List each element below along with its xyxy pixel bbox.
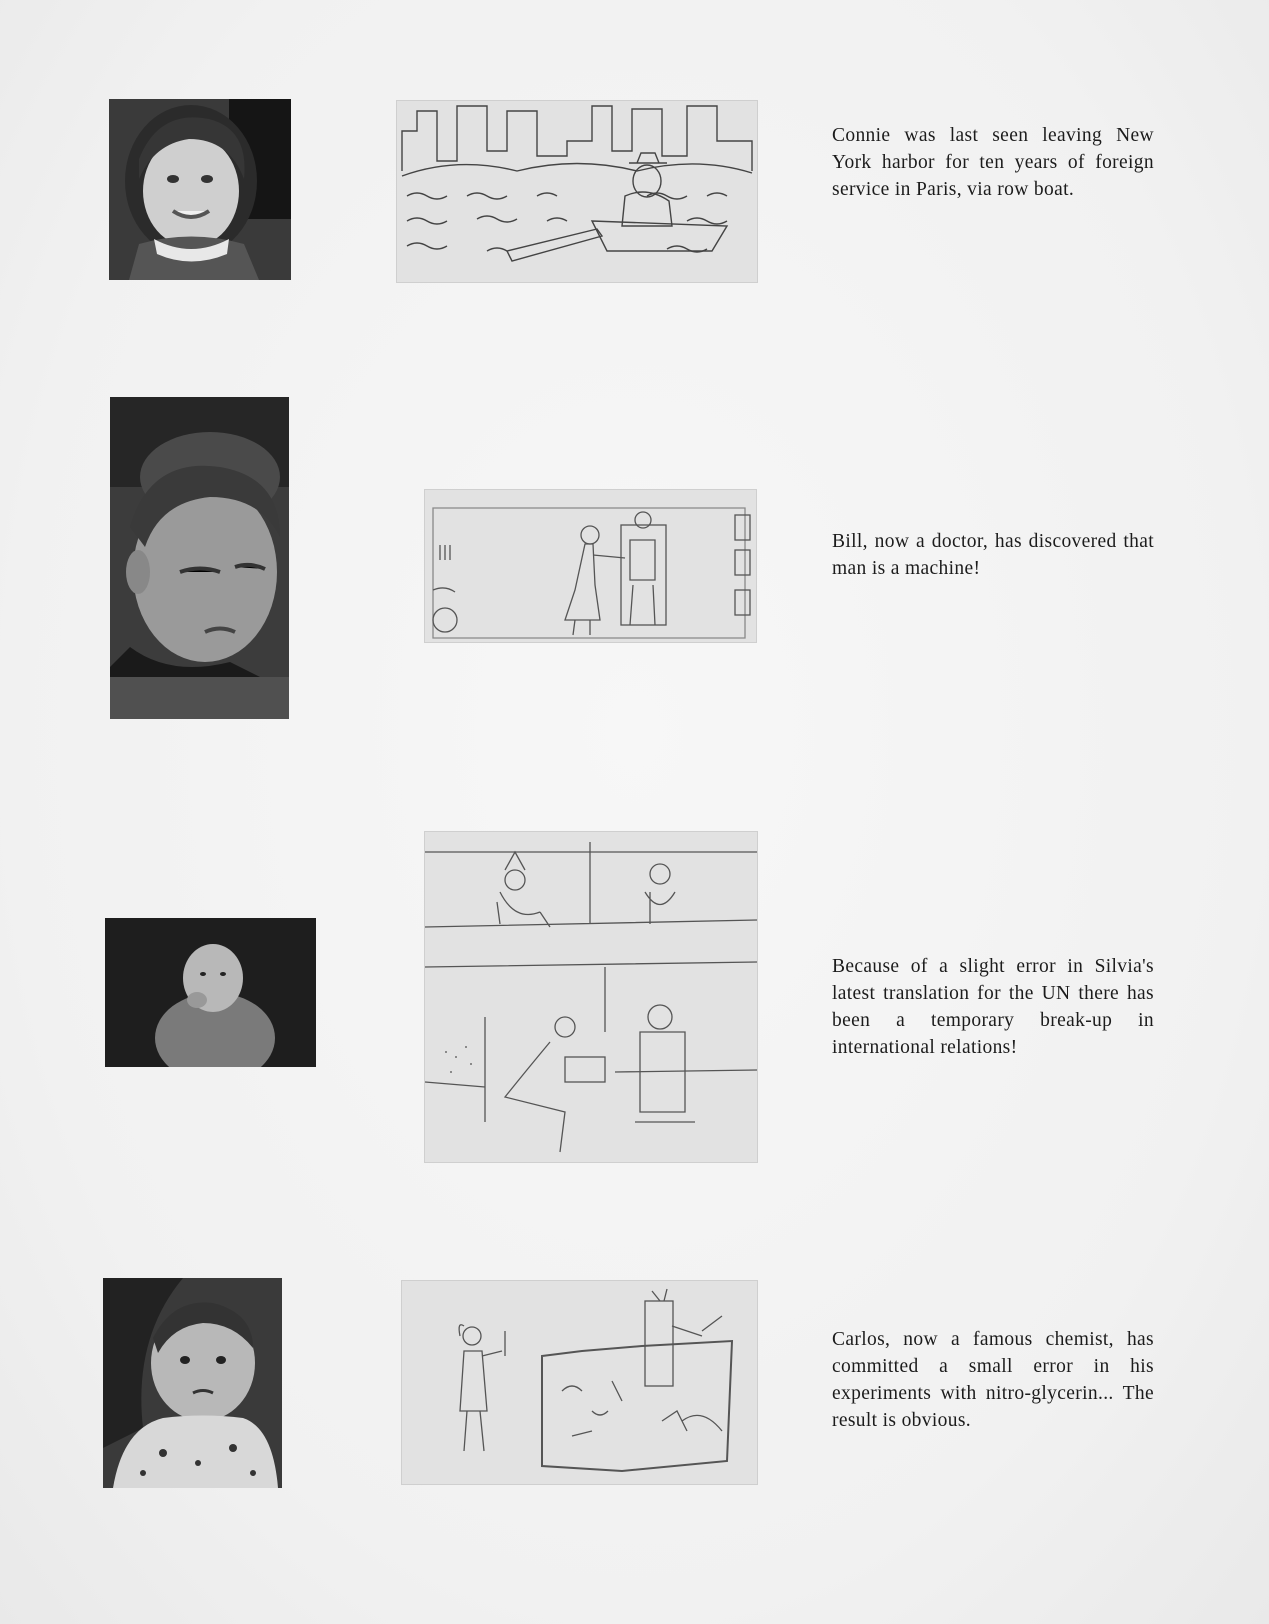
silvia-caption: Because of a slight error in Silvia's latest translation for the UN there has been a temporary break-up in international relations! <box>832 956 1154 1058</box>
connie-photo <box>109 99 291 280</box>
bill-caption: Bill, now a doctor, has discovered that man is a machine! <box>832 531 1154 579</box>
bill-photo <box>110 397 289 719</box>
connie-caption: Connie was last seen leaving New York harbor for ten years of foreign service in Paris, via row boat. <box>832 125 1154 200</box>
carlos-photo <box>103 1278 282 1488</box>
carlos-drawing <box>401 1280 758 1485</box>
silvia-drawing <box>424 831 758 1163</box>
bill-drawing <box>424 489 757 643</box>
silvia-photo <box>105 918 316 1067</box>
connie-drawing <box>396 100 758 283</box>
carlos-caption: Carlos, now a famous chemist, has committed a small error in his experiments with nitro-glycerin... The result is obvious. <box>832 1329 1154 1431</box>
